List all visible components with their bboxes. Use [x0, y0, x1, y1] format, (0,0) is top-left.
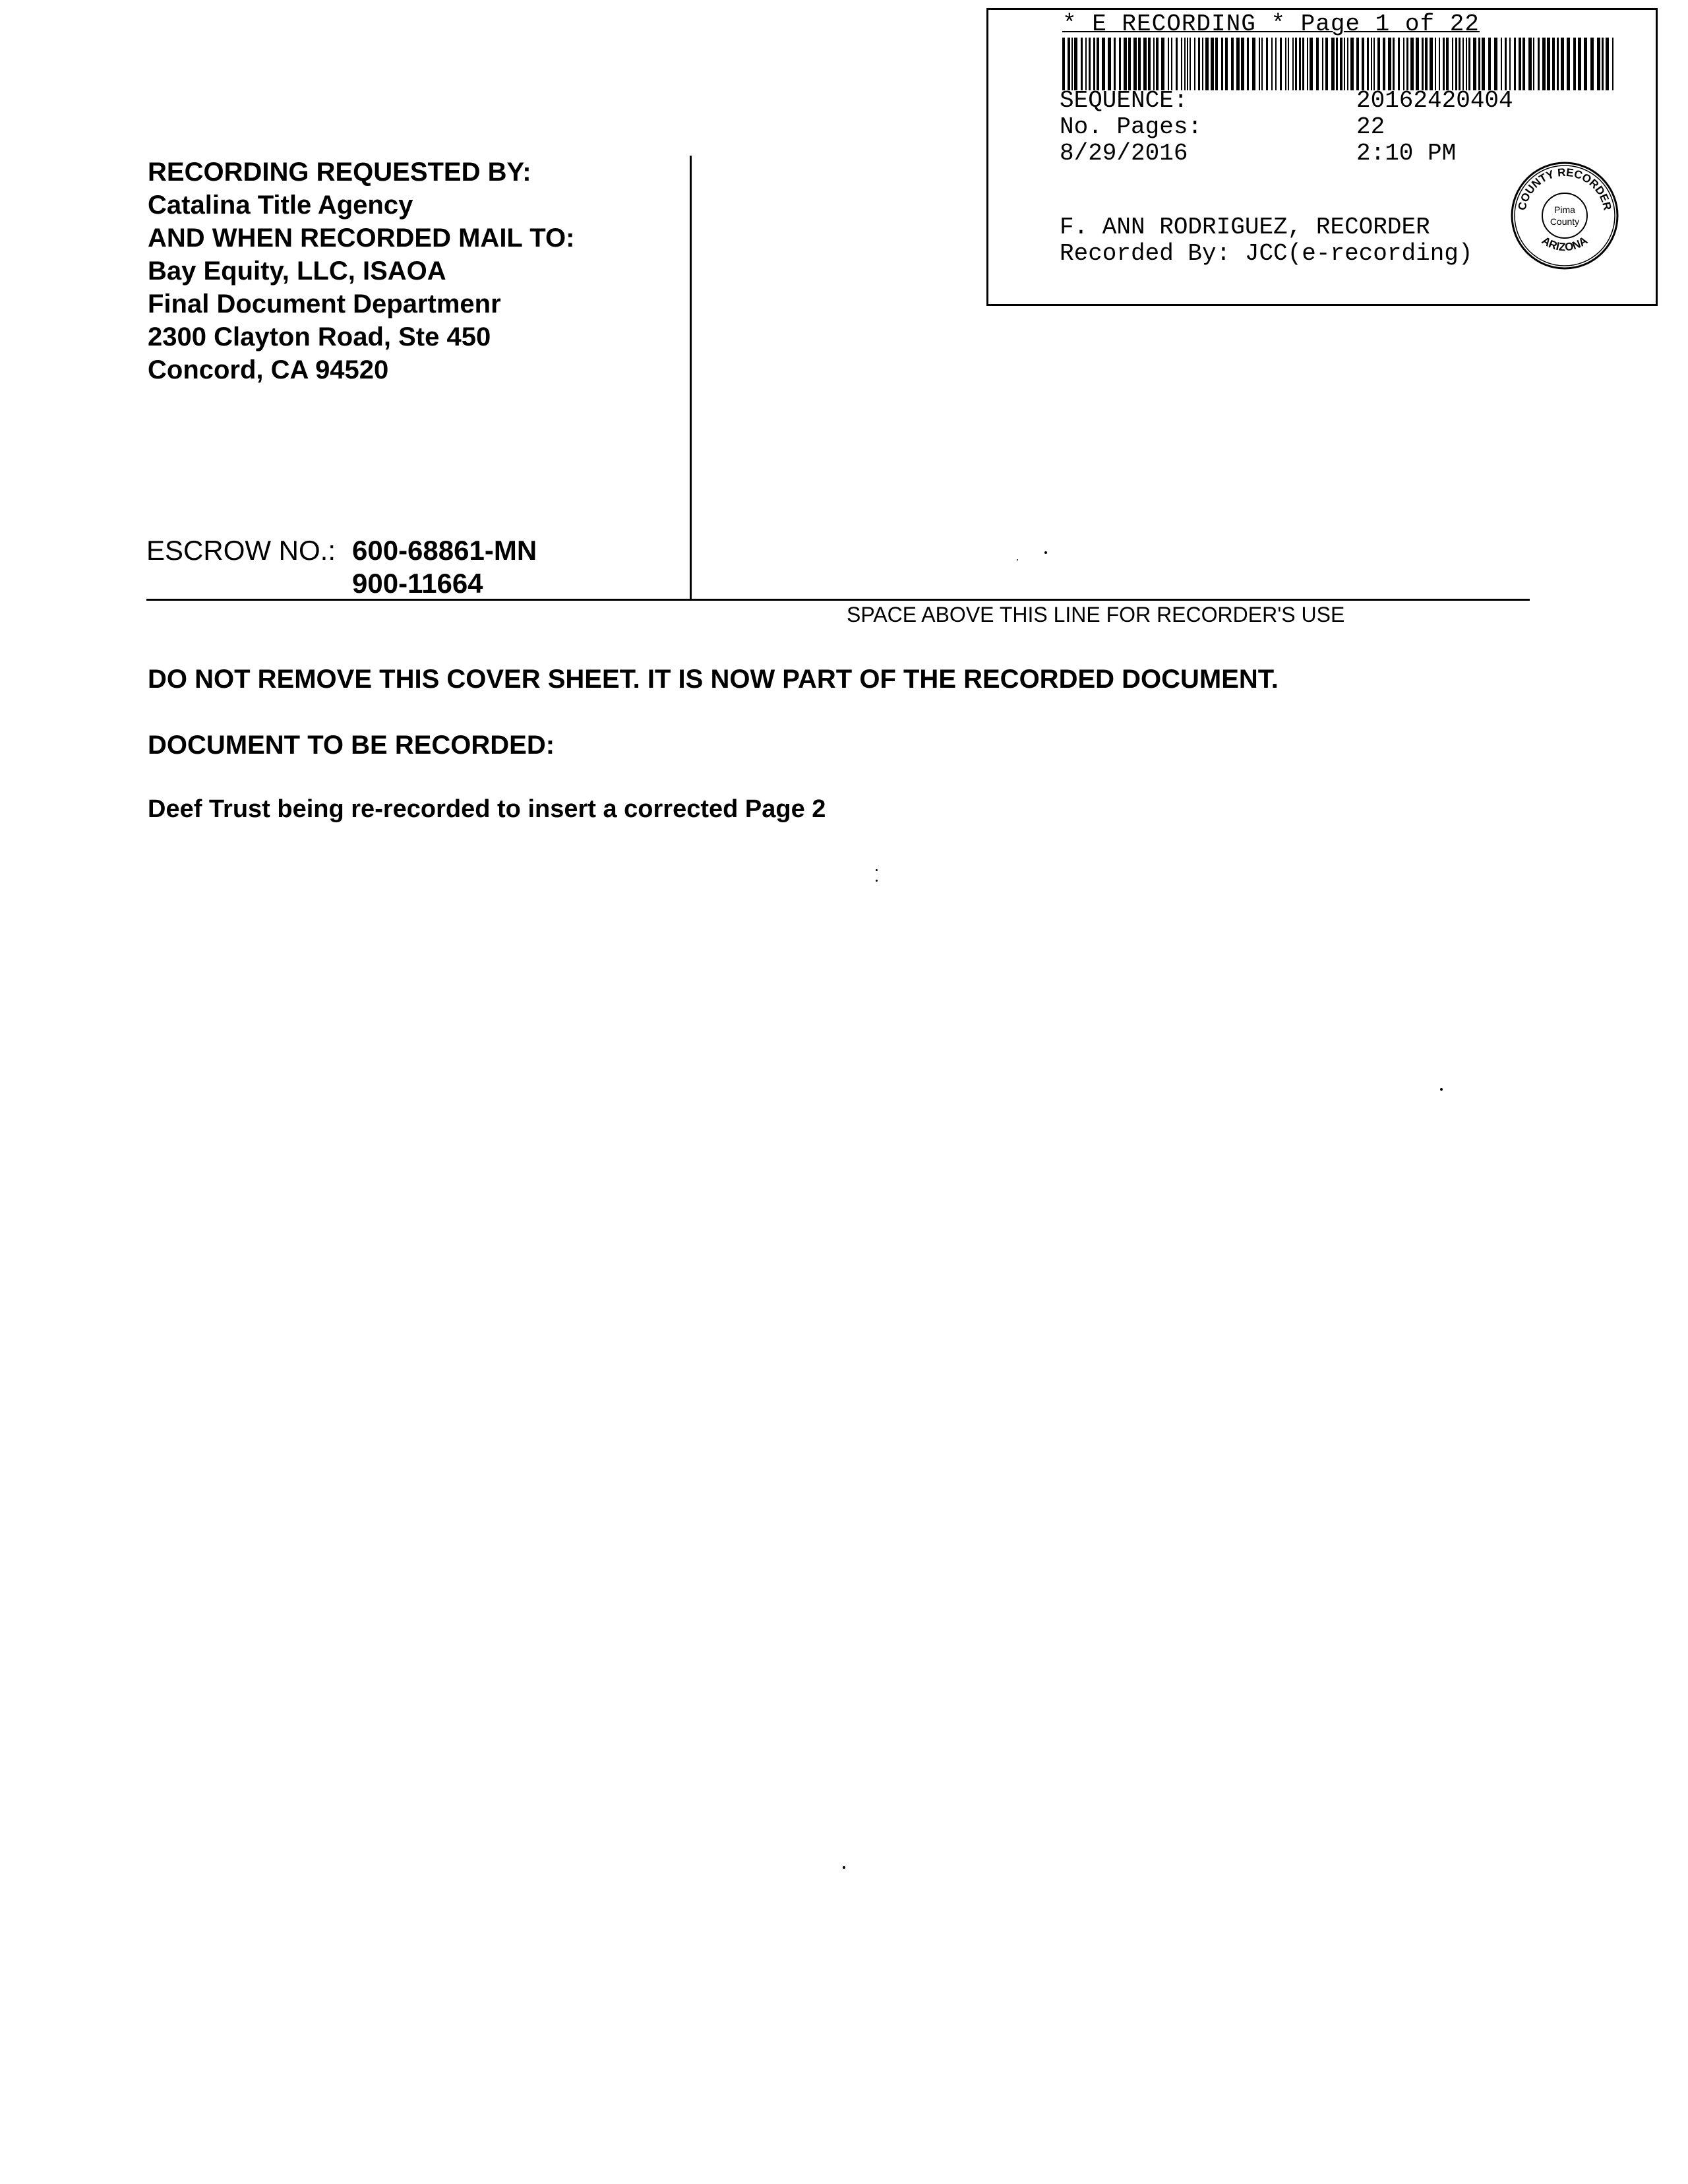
- recorder-use-note: SPACE ABOVE THIS LINE FOR RECORDER'S USE: [847, 603, 1345, 626]
- barcode-bar: [1171, 38, 1172, 90]
- barcode-bar: [1473, 38, 1476, 90]
- barcode-bar: [1316, 38, 1319, 90]
- recorder-name: F. ANN RODRIGUEZ, RECORDER: [1060, 214, 1430, 241]
- mail-to-city: Concord, CA 94520: [148, 355, 389, 384]
- barcode: [1062, 38, 1619, 90]
- barcode-bar: [1462, 38, 1464, 90]
- recorded-by: Recorded By: JCC(e-recording): [1060, 240, 1473, 267]
- barcode-bar: [1236, 38, 1240, 90]
- barcode-bar: [1271, 38, 1273, 90]
- barcode-bar: [1093, 38, 1095, 90]
- barcode-bar: [1259, 38, 1260, 90]
- pages-label: No. Pages:: [1060, 113, 1203, 140]
- sequence-value: 20162420404: [1356, 87, 1513, 114]
- stamp-header: * E RECORDING * Page 1 of 22: [1062, 11, 1480, 38]
- barcode-bar: [1295, 38, 1297, 90]
- barcode-bar: [1488, 38, 1491, 90]
- barcode-bar: [1215, 38, 1218, 90]
- scan-speck: [1017, 559, 1018, 561]
- barcode-bar: [1331, 38, 1335, 90]
- barcode-bar: [1148, 38, 1151, 90]
- barcode-bar: [1552, 38, 1555, 90]
- barcode-bar: [1606, 38, 1609, 90]
- seal-center-top: Pima: [1554, 204, 1575, 215]
- barcode-bar: [1371, 38, 1372, 90]
- barcode-bar: [1367, 38, 1369, 90]
- barcode-bar: [1231, 38, 1234, 90]
- barcode-bar: [1584, 38, 1587, 90]
- barcode-bar: [1362, 38, 1364, 90]
- barcode-bar: [1501, 38, 1502, 90]
- barcode-bar: [1181, 38, 1182, 90]
- barcode-bar: [1292, 38, 1294, 90]
- barcode-bar: [1446, 38, 1449, 90]
- barcode-bar: [1310, 38, 1313, 90]
- barcode-bar: [1211, 38, 1214, 90]
- barcode-bar: [1128, 38, 1131, 90]
- seal-top-text: COUNTY RECORDER: [1515, 166, 1614, 212]
- cover-sheet-notice: DO NOT REMOVE THIS COVER SHEET. IT IS NOW PART OF THE RECORDED DOCUMENT.: [148, 665, 1279, 694]
- barcode-bar: [1573, 38, 1576, 90]
- barcode-bar: [1478, 38, 1480, 90]
- barcode-bar: [1168, 38, 1169, 90]
- barcode-bar: [1514, 38, 1516, 90]
- barcode-bar: [1466, 38, 1467, 90]
- barcode-bar: [1547, 38, 1550, 90]
- mail-to-street: 2300 Clayton Road, Ste 450: [148, 322, 491, 351]
- barcode-bar: [1383, 38, 1385, 90]
- barcode-bar: [1602, 38, 1604, 90]
- barcode-bar: [1561, 38, 1564, 90]
- barcode-bar: [1439, 38, 1440, 90]
- escrow-number-1: 600-68861-MN: [352, 535, 537, 566]
- barcode-bar: [1542, 38, 1546, 90]
- barcode-bar: [1459, 38, 1461, 90]
- recording-time: 2:10 PM: [1356, 140, 1457, 167]
- seal-center-bottom: County: [1550, 216, 1580, 227]
- barcode-bar: [1377, 38, 1380, 90]
- requester-name: Catalina Title Agency: [148, 191, 413, 220]
- barcode-bar: [1205, 38, 1209, 90]
- barcode-bar: [1528, 38, 1532, 90]
- scan-speck: [1044, 551, 1047, 554]
- barcode-bar: [1533, 38, 1534, 90]
- barcode-bar: [1252, 38, 1255, 90]
- barcode-bar: [1225, 38, 1228, 90]
- barcode-bar: [1347, 38, 1348, 90]
- barcode-bar: [1388, 38, 1391, 90]
- barcode-bar: [1198, 38, 1200, 90]
- barcode-bar: [1194, 38, 1195, 90]
- seal-bottom-text: ARIZONA: [1539, 234, 1590, 254]
- barcode-bar: [1519, 38, 1521, 90]
- barcode-bar: [1307, 38, 1308, 90]
- document-to-be-recorded-label: DOCUMENT TO BE RECORDED:: [148, 731, 555, 760]
- barcode-bar: [1261, 38, 1263, 90]
- barcode-bar: [1406, 38, 1408, 90]
- address-block: [148, 156, 574, 386]
- barcode-bar: [1247, 38, 1249, 90]
- barcode-bar: [1119, 38, 1121, 90]
- barcode-bar: [1288, 38, 1289, 90]
- mail-to-label: AND WHEN RECORDED MAIL TO:: [148, 224, 575, 253]
- mail-to-department: Final Document Departmenr: [148, 289, 501, 318]
- barcode-bar: [1416, 38, 1419, 90]
- barcode-bar: [1124, 38, 1127, 90]
- barcode-bar: [1108, 38, 1111, 90]
- barcode-bar: [1081, 38, 1083, 90]
- barcode-bar: [1068, 38, 1070, 90]
- escrow-label: ESCROW NO.:: [146, 535, 336, 566]
- barcode-bar: [1202, 38, 1203, 90]
- barcode-bar: [1422, 38, 1424, 90]
- barcode-bar: [1578, 38, 1581, 90]
- barcode-bar: [1505, 38, 1507, 90]
- barcode-bar: [1156, 38, 1159, 90]
- barcode-bar: [1133, 38, 1137, 90]
- barcode-bar: [1221, 38, 1223, 90]
- barcode-bar: [1322, 38, 1323, 90]
- barcode-bar: [1190, 38, 1191, 90]
- barcode-bar: [1393, 38, 1395, 90]
- barcode-bar: [1567, 38, 1570, 90]
- barcode-bar: [1176, 38, 1178, 90]
- barcode-bar: [1161, 38, 1164, 90]
- barcode-bar: [1482, 38, 1485, 90]
- barcode-bar: [1187, 38, 1188, 90]
- barcode-bar: [1085, 38, 1087, 90]
- pages-value: 22: [1356, 113, 1385, 140]
- barcode-bar: [1074, 38, 1077, 90]
- barcode-bar: [1468, 38, 1470, 90]
- county-recorder-seal: [1509, 160, 1620, 271]
- sequence-label: SEQUENCE:: [1060, 87, 1188, 114]
- barcode-bar: [1153, 38, 1155, 90]
- barcode-bar: [1356, 38, 1359, 90]
- barcode-bar: [1062, 38, 1065, 90]
- barcode-bar: [1102, 38, 1105, 90]
- scan-speck: [1440, 1088, 1443, 1091]
- barcode-bar: [1410, 38, 1414, 90]
- mail-to-name: Bay Equity, LLC, ISAOA: [148, 257, 446, 286]
- barcode-bar: [1443, 38, 1445, 90]
- barcode-bar: [1494, 38, 1497, 90]
- recorder-stamp: [986, 8, 1658, 306]
- barcode-bar: [1350, 38, 1354, 90]
- barcode-bar: [1299, 38, 1301, 90]
- barcode-bar: [1280, 38, 1282, 90]
- recorder-use-line: [146, 599, 1530, 601]
- barcode-bar: [1612, 38, 1613, 90]
- barcode-bar: [1509, 38, 1511, 90]
- barcode-bar: [1340, 38, 1342, 90]
- barcode-bar: [1184, 38, 1186, 90]
- vertical-divider: [690, 156, 692, 599]
- barcode-bar: [1266, 38, 1268, 90]
- barcode-bar: [1538, 38, 1540, 90]
- barcode-bar: [1138, 38, 1141, 90]
- barcode-bar: [1143, 38, 1147, 90]
- barcode-bar: [1285, 38, 1286, 90]
- scan-speck: [843, 1866, 845, 1869]
- barcode-bar: [1403, 38, 1404, 90]
- barcode-bar: [1425, 38, 1428, 90]
- barcode-bar: [1114, 38, 1116, 90]
- recording-date: 8/29/2016: [1060, 140, 1188, 167]
- barcode-bar: [1398, 38, 1400, 90]
- scan-speck: [876, 880, 878, 882]
- barcode-bar: [1302, 38, 1304, 90]
- barcode-bar: [1430, 38, 1433, 90]
- barcode-bar: [1557, 38, 1559, 90]
- scan-speck: [876, 869, 878, 871]
- recording-requested-by-label: RECORDING REQUESTED BY:: [148, 158, 531, 187]
- barcode-bar: [1590, 38, 1594, 90]
- barcode-bar: [1522, 38, 1525, 90]
- document-description: Deef Trust being re-recorded to insert a corrected Page 2: [148, 795, 826, 823]
- barcode-bar: [1275, 38, 1277, 90]
- barcode-bar: [1089, 38, 1091, 90]
- barcode-bar: [1452, 38, 1453, 90]
- barcode-bar: [1097, 38, 1099, 90]
- barcode-bar: [1597, 38, 1600, 90]
- barcode-bar: [1071, 38, 1073, 90]
- barcode-bar: [1241, 38, 1244, 90]
- barcode-bar: [1325, 38, 1328, 90]
- escrow-number-2: 900-11664: [352, 568, 483, 599]
- barcode-bar: [1336, 38, 1338, 90]
- barcode-bar: [1455, 38, 1457, 90]
- barcode-bar: [1373, 38, 1375, 90]
- barcode-bar: [1435, 38, 1436, 90]
- barcode-bar: [1344, 38, 1345, 90]
